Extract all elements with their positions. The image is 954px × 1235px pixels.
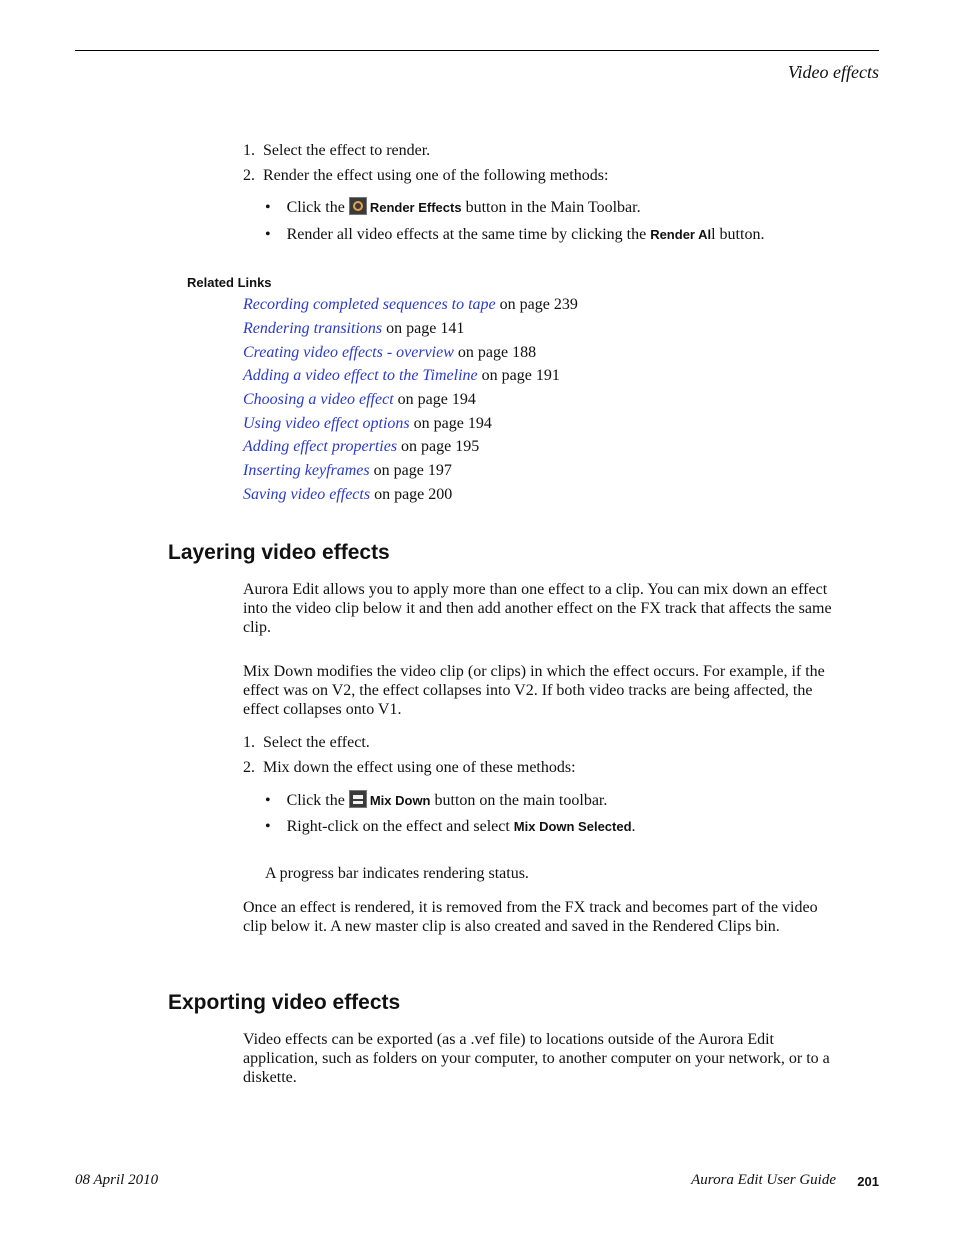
bullet-dot: • bbox=[265, 792, 271, 809]
related-link-item[interactable] bbox=[243, 437, 479, 456]
mixdown-bullet-1 bbox=[265, 790, 607, 810]
bullet-text: . bbox=[631, 818, 636, 835]
bullet-text: Click the bbox=[286, 199, 349, 216]
step-number: 1. bbox=[243, 142, 255, 159]
mixdown-step-2 bbox=[243, 758, 576, 777]
render-all-label: Render Al bbox=[650, 227, 712, 242]
section-heading-exporting: Exporting video effects bbox=[168, 991, 401, 1014]
bullet-text: l button. bbox=[711, 226, 765, 243]
bullet-text: Right-click on the effect and select bbox=[286, 818, 514, 835]
step-text: Render the effect using one of the following methods: bbox=[263, 167, 609, 184]
progress-note: A progress bar indicates rendering status. bbox=[265, 865, 529, 882]
step-text: Select the effect. bbox=[263, 734, 370, 751]
render-effects-icon bbox=[349, 197, 367, 215]
section-heading-layering: Layering video effects bbox=[168, 541, 390, 564]
mix-down-selected-label: Mix Down Selected bbox=[513, 819, 632, 834]
step-number: 2. bbox=[243, 167, 255, 184]
related-link-item[interactable] bbox=[243, 319, 464, 338]
exporting-paragraph-1: Video effects can be exported (as a .vef file) to locations outside of the Aurora Edit application, such as folders on your computer, to another computer on your network, or to a diskette. bbox=[243, 1031, 830, 1086]
bullet-text: button in the Main Toolbar. bbox=[461, 199, 641, 216]
related-link-item[interactable] bbox=[243, 414, 492, 433]
step-number: 1. bbox=[243, 734, 255, 751]
related-link-page: on page 194 bbox=[409, 415, 492, 432]
related-link[interactable]: Adding effect properties bbox=[243, 438, 398, 455]
related-link-page: on page 239 bbox=[495, 296, 578, 313]
render-bullet-1 bbox=[265, 197, 641, 217]
related-link[interactable]: Using video effect options bbox=[243, 415, 410, 432]
footer-date: 08 April 2010 bbox=[75, 1172, 159, 1188]
related-link[interactable]: Creating video effects - overview bbox=[243, 344, 454, 361]
related-link[interactable]: Rendering transitions bbox=[243, 320, 383, 337]
render-step-2 bbox=[243, 166, 608, 185]
mixdown-bullet-2 bbox=[265, 817, 636, 836]
related-link-page: on page 188 bbox=[453, 344, 537, 361]
related-link-item[interactable] bbox=[243, 461, 452, 480]
related-link-page: on page 197 bbox=[369, 462, 452, 479]
render-step-1 bbox=[243, 141, 430, 160]
related-link-item[interactable] bbox=[243, 295, 578, 314]
render-effects-label: Render Effects bbox=[369, 200, 462, 215]
bullet-text: button on the main toolbar. bbox=[430, 792, 608, 809]
footer-guide-title: Aurora Edit User Guide bbox=[691, 1172, 836, 1188]
related-link-item[interactable] bbox=[243, 366, 560, 385]
related-link-page: on page 195 bbox=[397, 438, 480, 455]
header-rule bbox=[75, 50, 879, 51]
layering-paragraph-2: Mix Down modifies the video clip (or clips) in which the effect occurs. For example, if the effect was on V2, the effect collapses into V2. If both video tracks are being affected, the effect collapses onto V1. bbox=[243, 663, 825, 718]
footer-page-number: 201 bbox=[857, 1174, 879, 1189]
layering-paragraph-3: Once an effect is rendered, it is removed from the FX track and becomes part of the video clip below it. A new master clip is also created and saved in the Rendered Clips bin. bbox=[243, 899, 818, 935]
mixdown-step-1 bbox=[243, 733, 370, 752]
related-link-item[interactable] bbox=[243, 390, 476, 409]
related-link-page: on page 200 bbox=[370, 486, 453, 503]
related-link-page: on page 191 bbox=[477, 367, 560, 384]
mix-down-icon bbox=[349, 790, 367, 808]
related-link-page: on page 194 bbox=[393, 391, 476, 408]
related-links-label: Related Links bbox=[187, 275, 272, 290]
related-link[interactable]: Recording completed sequences to tape bbox=[243, 296, 496, 313]
related-link[interactable]: Choosing a video effect bbox=[243, 391, 394, 408]
related-link[interactable]: Adding a video effect to the Timeline bbox=[243, 367, 478, 384]
mix-down-label: Mix Down bbox=[369, 793, 431, 808]
running-title: Video effects bbox=[787, 62, 879, 82]
related-link[interactable]: Inserting keyframes bbox=[243, 462, 370, 479]
related-link-item[interactable] bbox=[243, 485, 452, 504]
bullet-dot: • bbox=[265, 818, 271, 835]
step-text: Select the effect to render. bbox=[263, 142, 431, 159]
related-link-item[interactable] bbox=[243, 343, 536, 362]
bullet-text: Click the bbox=[286, 792, 349, 809]
step-text: Mix down the effect using one of these methods: bbox=[263, 759, 576, 776]
related-link-page: on page 141 bbox=[382, 320, 465, 337]
render-bullet-2 bbox=[265, 225, 764, 244]
related-link[interactable]: Saving video effects bbox=[243, 486, 371, 503]
step-number: 2. bbox=[243, 759, 255, 776]
layering-paragraph-1: Aurora Edit allows you to apply more than one effect to a clip. You can mix down an effect into the video clip below it and then add another effect on the FX track that affects the same clip. bbox=[243, 581, 832, 636]
bullet-dot: • bbox=[265, 199, 271, 216]
bullet-text: Render all video effects at the same time by clicking the bbox=[286, 226, 651, 243]
bullet-dot: • bbox=[265, 226, 271, 243]
